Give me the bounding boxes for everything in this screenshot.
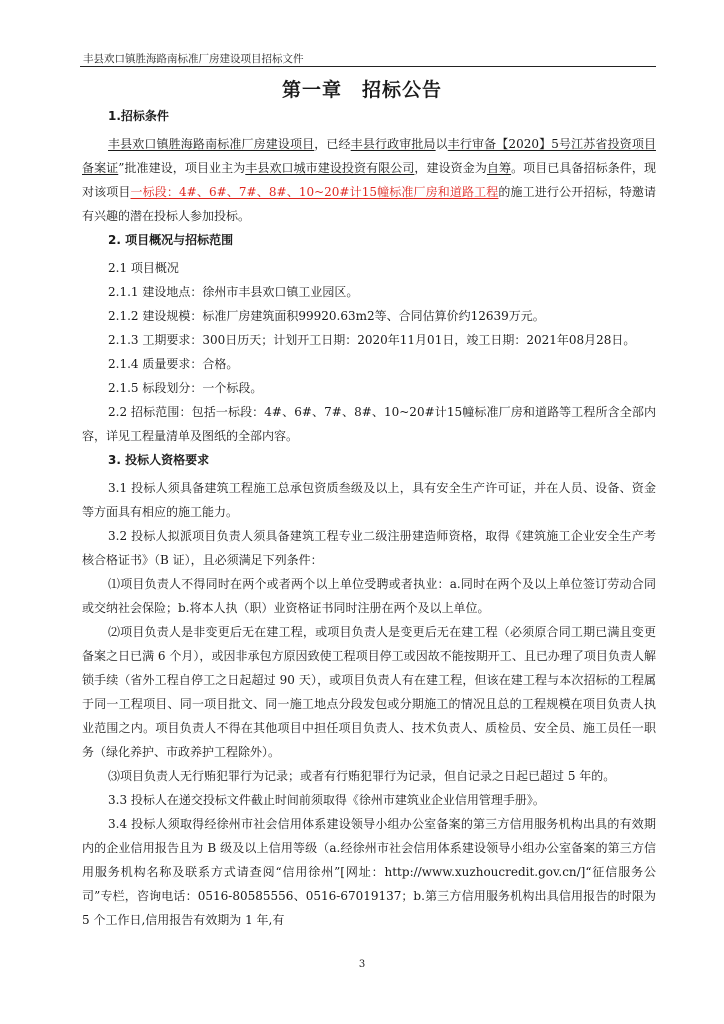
document-body	[82, 108, 656, 932]
section-2-line: 2.1 项目概况	[108, 261, 179, 275]
section-2-line: 2.1.5 标段划分：一个标段。	[108, 381, 263, 395]
project-owner: 丰县欢口城市建设投资有限公司	[245, 161, 415, 175]
approval-authority: 丰县行政审批局	[350, 137, 436, 151]
approval-doc-number: 丰行审备【2020】5号江苏省投资项目备案证	[82, 137, 656, 175]
section-3-heading: 3. 投标人资格要求	[108, 453, 210, 467]
section-2-line: 2.1.1 建设地点：徐州市丰县欢口镇工业园区。	[108, 285, 359, 299]
section-1-paragraph	[82, 132, 656, 228]
section-3-paragraph: 3.1 投标人须具备建筑工程施工总承包资质叁级及以上，具有安全生产许可证，并在人员、设备、资金等方面具有相应的施工能力。	[82, 481, 656, 519]
text-fragment: 。项目已具备招标条件，现对该项目	[82, 161, 656, 199]
text-fragment: 以	[435, 137, 448, 151]
section-2-line: 2.1.2 建设规模：标准厂房建筑面积99920.63m2等、合同估算价约12639万元。	[108, 309, 545, 323]
section-3-paragraph: 3.4 投标人须取得经徐州市社会信用体系建设领导小组办公室备案的第三方信用服务机构出具的有效期内的企业信用报告且为 B 级及以上信用等级（a.经徐州市社会信用体系建设领导小组办公室备案的第三方信用服务机构名称及联系方式请查阅“信用徐州”[网址：http://www.xuzhoucredit.gov.cn/]“征信服务公司”专栏，咨询电话：0516-80585556、0516-67019137；b.第三方信用服务机构出具信用报告的时限为 5 个工作日,信用报告有效期为 1 年,有	[82, 817, 656, 927]
section-2-heading: 2. 项目概况与招标范围	[108, 233, 234, 247]
funding-source: 自筹	[486, 161, 512, 175]
section-2-line: 2.1.4 质量要求：合格。	[108, 357, 239, 371]
text-fragment: ，已经	[314, 137, 351, 151]
section-3-paragraph: 3.3 投标人在递交投标文件截止时间前须取得《徐州市建筑业企业信用管理手册》。	[108, 793, 545, 807]
section-2-line: 2.2 招标范围：包括一标段：4#、6#、7#、8#、10~20#计15幢标准厂房和道路等工程所含全部内容，详见工程量清单及图纸的全部内容。	[82, 405, 656, 443]
chapter-title: 第一章 招标公告	[281, 79, 442, 101]
running-header: 丰县欢口镇胜海路南标准厂房建设项目招标文件	[83, 53, 304, 65]
text-fragment: 的施工进行公开招标，特邀请有兴趣的潜在投标人参加投标。	[82, 185, 656, 223]
section-2-line: 2.1.3 工期要求：300日历天；计划开工日期：2020年11月01日，竣工日期：2021年08月28日。	[108, 333, 636, 347]
section-3-paragraph: ⑶项目负责人无行贿犯罪行为记录；或者有行贿犯罪行为记录，但自记录之日起已超过 5 年的。	[108, 769, 616, 783]
section-3-paragraph: ⑴项目负责人不得同时在两个或者两个以上单位受聘或者执业：a.同时在两个及以上单位签订劳动合同或交纳社会保险；b.将本人执（职）业资格证书同时注册在两个及以上单位。	[82, 577, 656, 615]
section-3-paragraph: ⑵项目负责人是非变更后无在建工程，或项目负责人是变更后无在建工程（必须原合同工期已满且变更备案之日已满 6 个月），或因非承包方原因致使工程项目停工或因故不能按期开工、且已办理了项目负责人解锁手续（省外工程自停工之日起超过 90 天），或项目负责人有在建工程，但该在建工程与本次招标的工程属于同一工程项目、同一项目批文、同一施工地点分段发包或分期施工的情况且总的工程规模在项目负责人执业范围之内。项目负责人不得在其他项目中担任项目负责人、技术负责人、质检员、安全员、施工员任一职务（绿化养护、市政养护工程除外）。	[82, 625, 656, 759]
project-name: 丰县欢口镇胜海路南标准厂房建设项目	[108, 137, 315, 151]
bid-scope: 一标段：4#、6#、7#、8#、10~20#计15幢标准厂房和道路工程	[130, 185, 499, 199]
section-3-paragraph: 3.2 投标人拟派项目负责人须具备建筑工程专业二级注册建造师资格，取得《建筑施工企业安全生产考核合格证书》（B 证），且必须满足下列条件：	[82, 529, 656, 567]
section-1-heading: 1.招标条件	[108, 109, 169, 123]
text-fragment: ，建设资金为	[414, 161, 487, 175]
text-fragment: ”批准建设，项目业主为	[118, 161, 246, 175]
page-number: 3	[358, 959, 366, 970]
header-rule	[80, 66, 656, 67]
